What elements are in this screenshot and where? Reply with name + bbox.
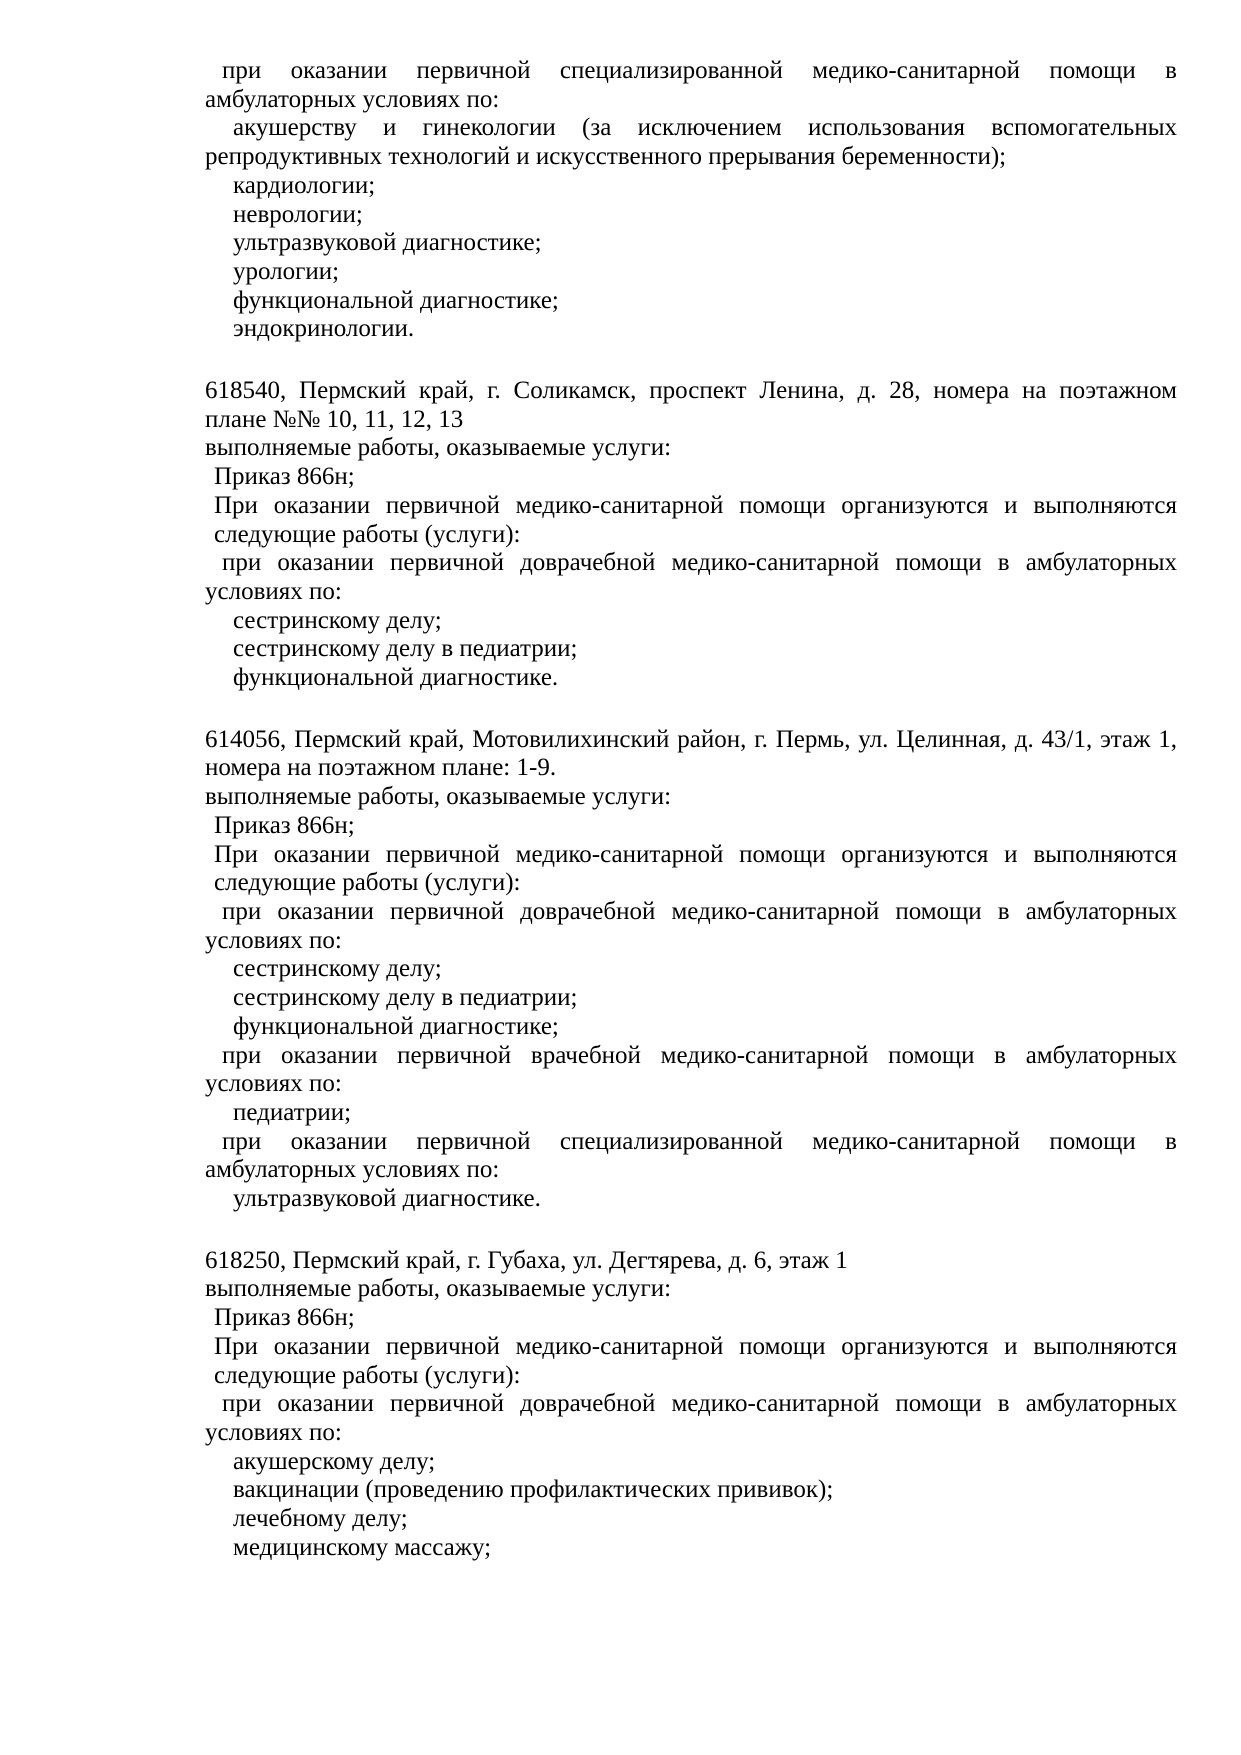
text-line: при оказании первичной доврачебной медико-санитарной помощи в амбулаторных xyxy=(222,897,1177,925)
text-line: вакцинации (проведению профилактических прививок); xyxy=(233,1476,834,1504)
text-line: выполняемые работы, оказываемые услуги: xyxy=(205,434,672,462)
text-line: 618250, Пермский край, г. Губаха, ул. Дегтярева, д. 6, этаж 1 xyxy=(205,1246,848,1274)
text-line: при оказании первичной доврачебной медико-санитарной помощи в амбулаторных xyxy=(222,549,1177,577)
text-line: эндокринологии. xyxy=(233,315,415,343)
text-line: сестринскому делу в педиатрии; xyxy=(233,984,578,1012)
location-618250 xyxy=(205,1247,1177,1563)
text-line: Приказ 866н; xyxy=(214,463,355,491)
text-line: сестринскому делу; xyxy=(233,606,442,634)
text-line: ультразвуковой диагностике. xyxy=(233,1185,541,1213)
location-618540 xyxy=(205,377,1177,693)
text-line: условиях по: xyxy=(205,926,342,954)
text-line: неврологии; xyxy=(233,200,363,228)
text-line: Приказ 866н; xyxy=(214,1304,355,1332)
text-line: медицинскому массажу; xyxy=(233,1533,492,1561)
text-line: при оказании первичной специализированной медико-санитарной помощи в xyxy=(222,1127,1177,1155)
text-line: Приказ 866н; xyxy=(214,811,355,839)
text-line: при оказании первичной врачебной медико-санитарной помощи в амбулаторных xyxy=(222,1041,1177,1069)
text-line: условиях по: xyxy=(205,1070,342,1098)
text-line: плане №№ 10, 11, 12, 13 xyxy=(205,405,464,433)
text-line: следующие работы (услуги): xyxy=(214,520,521,548)
text-line: урологии; xyxy=(233,257,340,285)
text-line: репродуктивных технологий и искусственного прерывания беременности); xyxy=(205,143,1007,171)
text-line: кардиологии; xyxy=(233,171,376,199)
text-line: При оказании первичной медико-санитарной помощи организуются и выполняются xyxy=(214,1332,1177,1360)
location-614056 xyxy=(205,726,1177,1214)
text-line: 614056, Пермский край, Мотовилихинский район, г. Пермь, ул. Целинная, д. 43/1, этаж 1, xyxy=(205,725,1177,753)
text-line: следующие работы (услуги): xyxy=(214,869,521,897)
services-fragment-top xyxy=(205,57,1177,344)
text-line: функциональной диагностике. xyxy=(233,664,559,692)
text-line: при оказании первичной специализированной медико-санитарной помощи в xyxy=(222,57,1177,84)
text-line: 618540, Пермский край, г. Соликамск, проспект Ленина, д. 28, номера на поэтажном xyxy=(205,377,1177,405)
text-line: лечебному делу; xyxy=(233,1505,408,1533)
text-line: выполняемые работы, оказываемые услуги: xyxy=(205,783,672,811)
text-line: функциональной диагностике; xyxy=(233,286,559,314)
text-line: педиатрии; xyxy=(233,1098,352,1126)
text-line: амбулаторных условиях по: xyxy=(205,85,500,113)
text-line: акушерскому делу; xyxy=(233,1447,436,1475)
text-line: При оказании первичной медико-санитарной помощи организуются и выполняются xyxy=(214,840,1177,868)
text-line: амбулаторных условиях по: xyxy=(205,1156,500,1184)
text-line: ультразвуковой диагностике; xyxy=(233,229,542,257)
text-line: выполняемые работы, оказываемые услуги: xyxy=(205,1275,672,1303)
text-line: следующие работы (услуги): xyxy=(214,1361,521,1389)
text-line: условиях по: xyxy=(205,577,342,605)
text-line: условиях по: xyxy=(205,1418,342,1446)
text-line: при оказании первичной доврачебной медико-санитарной помощи в амбулаторных xyxy=(222,1390,1177,1418)
text-line: номера на поэтажном плане: 1-9. xyxy=(205,754,557,782)
text-line: При оказании первичной медико-санитарной помощи организуются и выполняются xyxy=(214,491,1177,519)
text-line: функциональной диагностике; xyxy=(233,1012,559,1040)
text-line: сестринскому делу в педиатрии; xyxy=(233,635,578,663)
text-line: сестринскому делу; xyxy=(233,955,442,983)
text-line: акушерству и гинекологии (за исключением использования вспомогательных xyxy=(233,114,1177,142)
document-content xyxy=(205,57,1177,1562)
